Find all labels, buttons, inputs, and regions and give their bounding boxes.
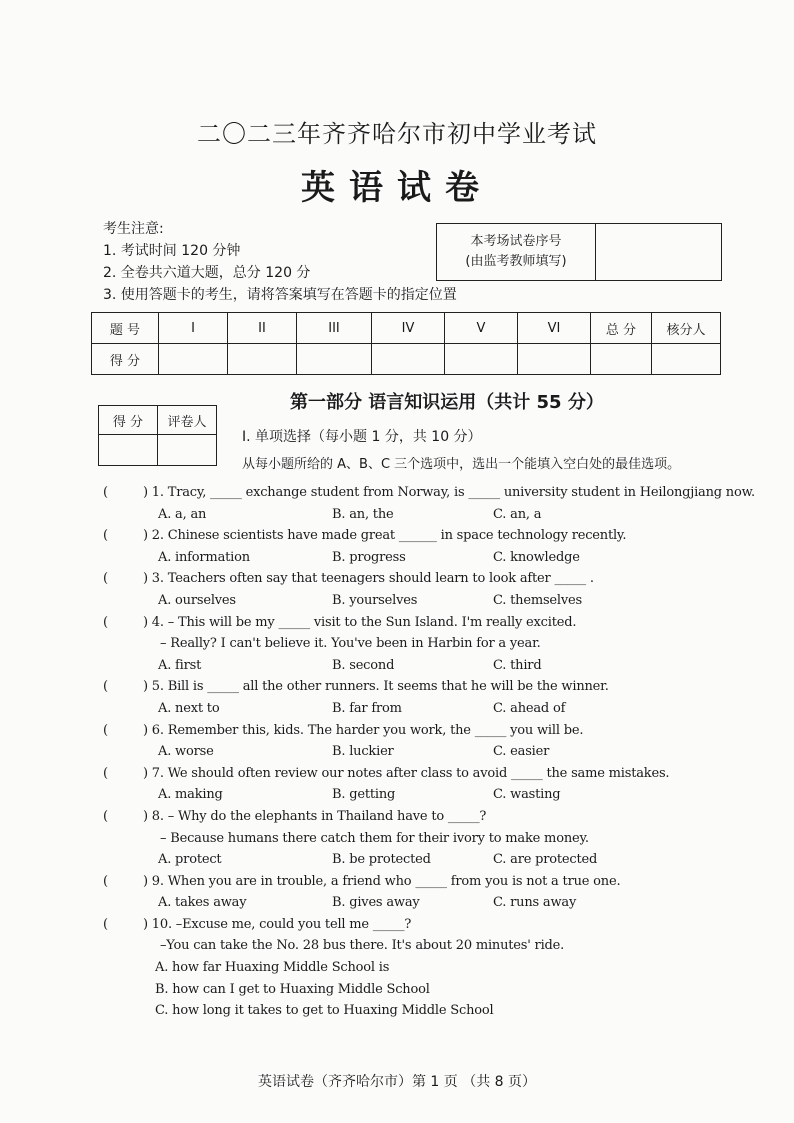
option-b[interactable]: B. luckier <box>332 744 394 760</box>
grader-score-label: 得 分 <box>99 406 158 435</box>
answer-paren-open[interactable]: ( <box>103 614 108 630</box>
answer-paren-open[interactable]: ( <box>103 808 108 824</box>
question-item <box>0 568 794 611</box>
grader-name-cell[interactable] <box>158 435 217 466</box>
exam-title: 二〇二三年齐齐哈尔市初中学业考试 <box>197 120 597 148</box>
option-c[interactable]: C. third <box>493 657 542 673</box>
note-item: 2. 全卷共六道大题，总分 120 分 <box>103 265 311 281</box>
option-a[interactable]: A. first <box>158 657 202 673</box>
score-table-col: V <box>445 313 518 344</box>
option-b[interactable]: B. gives away <box>332 895 420 911</box>
score-table-col: VI <box>518 313 591 344</box>
option-a[interactable]: A. worse <box>158 744 214 760</box>
answer-paren-open[interactable]: ( <box>103 722 108 738</box>
option-a[interactable]: A. takes away <box>158 895 247 911</box>
option-c[interactable]: C. ahead of <box>493 700 566 716</box>
option-b[interactable]: B. an, the <box>332 506 394 522</box>
note-item: 1. 考试时间 120 分钟 <box>103 243 241 259</box>
section-heading: I. 单项选择（每小题 1 分，共 10 分） <box>242 429 482 445</box>
question-dialogue-line: –You can take the No. 28 bus there. It's about 20 minutes' ride. <box>160 938 565 954</box>
grader-table <box>98 405 217 466</box>
answer-paren-open[interactable]: ( <box>103 571 108 587</box>
question-item <box>0 612 794 677</box>
notes-heading: 考生注意: <box>103 221 164 237</box>
question-stem: ) 10. –Excuse me, could you tell me _____? <box>143 916 412 932</box>
grader-name-label: 评卷人 <box>158 406 217 435</box>
question-stem: ) 1. Tracy, _____ exchange student from Norway, is _____ university student in Heilongjiang now. <box>143 485 755 500</box>
score-cell[interactable] <box>228 344 297 375</box>
option-c[interactable]: C. knowledge <box>493 549 580 565</box>
score-cell[interactable] <box>372 344 445 375</box>
question-item <box>0 763 794 806</box>
option-c[interactable]: C. how long it takes to get to Huaxing Middle School <box>155 1003 494 1019</box>
option-b[interactable]: B. be protected <box>332 852 431 868</box>
option-a[interactable]: A. next to <box>158 700 220 716</box>
score-table <box>91 312 721 375</box>
score-table-col: 总 分 <box>591 313 652 344</box>
score-cell[interactable] <box>297 344 372 375</box>
option-a[interactable]: A. how far Huaxing Middle School is <box>155 960 390 976</box>
question-item <box>0 720 794 763</box>
section-instructions: 从每小题所给的 A、B、C 三个选项中，选出一个能填入空白处的最佳选项。 <box>242 457 681 472</box>
score-cell[interactable] <box>591 344 652 375</box>
subject-title: 英语试卷 <box>301 168 493 208</box>
question-dialogue-line: – Really? I can't believe it. You've been in Harbin for a year. <box>160 636 541 652</box>
score-table-col: IV <box>372 313 445 344</box>
score-table-col: I <box>159 313 228 344</box>
score-cell[interactable] <box>445 344 518 375</box>
question-dialogue-line: – Because humans there catch them for their ivory to make money. <box>160 830 589 846</box>
question-item <box>0 676 794 719</box>
score-table-col: III <box>297 313 372 344</box>
answer-paren-open[interactable]: ( <box>103 873 108 889</box>
answer-paren-open[interactable]: ( <box>103 916 108 932</box>
option-b[interactable]: B. yourselves <box>332 592 418 608</box>
question-stem: ) 8. – Why do the elephants in Thailand have to _____? <box>143 808 487 824</box>
option-c[interactable]: C. an, a <box>493 506 542 522</box>
question-item <box>0 482 794 525</box>
answer-paren-open[interactable]: ( <box>103 679 108 695</box>
score-table-col: 核分人 <box>652 313 721 344</box>
score-cell[interactable] <box>652 344 721 375</box>
score-cell[interactable] <box>159 344 228 375</box>
option-b[interactable]: B. how can I get to Huaxing Middle School <box>155 981 430 997</box>
option-c[interactable]: C. easier <box>493 744 550 760</box>
serial-number-field[interactable] <box>596 224 721 280</box>
option-a[interactable]: A. ourselves <box>158 592 236 608</box>
page-footer: 英语试卷（齐齐哈尔市）第 1 页 （共 8 页） <box>257 1074 537 1090</box>
serial-number-box <box>436 223 722 281</box>
question-item <box>0 806 794 871</box>
option-b[interactable]: B. getting <box>332 787 396 803</box>
candidate-notes <box>103 218 457 306</box>
option-a[interactable]: A. a, an <box>158 506 207 522</box>
option-b[interactable]: B. far from <box>332 700 402 716</box>
question-stem: ) 4. – This will be my _____ visit to the Sun Island. I'm really excited. <box>143 614 577 630</box>
question-stem: ) 7. We should often review our notes after class to avoid _____ the same mistakes. <box>143 765 670 781</box>
grader-score-cell[interactable] <box>99 435 158 466</box>
option-a[interactable]: A. making <box>158 787 223 803</box>
question-stem: ) 2. Chinese scientists have made great ______ in space technology recently. <box>143 528 627 544</box>
question-item <box>0 914 794 1022</box>
question-stem: ) 9. When you are in trouble, a friend who _____ from you is not a true one. <box>143 873 621 889</box>
answer-paren-open[interactable]: ( <box>103 528 108 544</box>
score-table-row-label: 得 分 <box>92 344 159 375</box>
option-b[interactable]: B. progress <box>332 549 406 565</box>
question-list <box>0 482 794 1022</box>
score-table-score-row <box>92 344 721 375</box>
question-stem: ) 5. Bill is _____ all the other runners. It seems that he will be the winner. <box>143 679 609 695</box>
option-c[interactable]: C. runs away <box>493 895 577 911</box>
option-b[interactable]: B. second <box>332 657 395 673</box>
score-table-col: II <box>228 313 297 344</box>
answer-paren-open[interactable]: ( <box>103 485 108 500</box>
part-title: 第一部分 语言知识运用（共计 55 分） <box>290 392 604 413</box>
question-stem: ) 3. Teachers often say that teenagers should learn to look after _____ . <box>143 571 594 587</box>
question-item <box>0 525 794 568</box>
option-a[interactable]: A. protect <box>158 852 222 868</box>
option-a[interactable]: A. information <box>158 549 250 565</box>
score-table-header-row <box>92 313 721 344</box>
option-c[interactable]: C. themselves <box>493 592 582 608</box>
note-item: 3. 使用答题卡的考生，请将答案填写在答题卡的指定位置 <box>103 287 457 303</box>
serial-number-label: 本考场试卷序号 (由监考教师填写) <box>437 224 596 280</box>
option-c[interactable]: C. wasting <box>493 787 561 803</box>
answer-paren-open[interactable]: ( <box>103 765 108 781</box>
score-cell[interactable] <box>518 344 591 375</box>
question-stem: ) 6. Remember this, kids. The harder you work, the _____ you will be. <box>143 722 584 738</box>
score-table-row-label: 题 号 <box>92 313 159 344</box>
question-item <box>0 871 794 914</box>
option-c[interactable]: C. are protected <box>493 852 598 868</box>
